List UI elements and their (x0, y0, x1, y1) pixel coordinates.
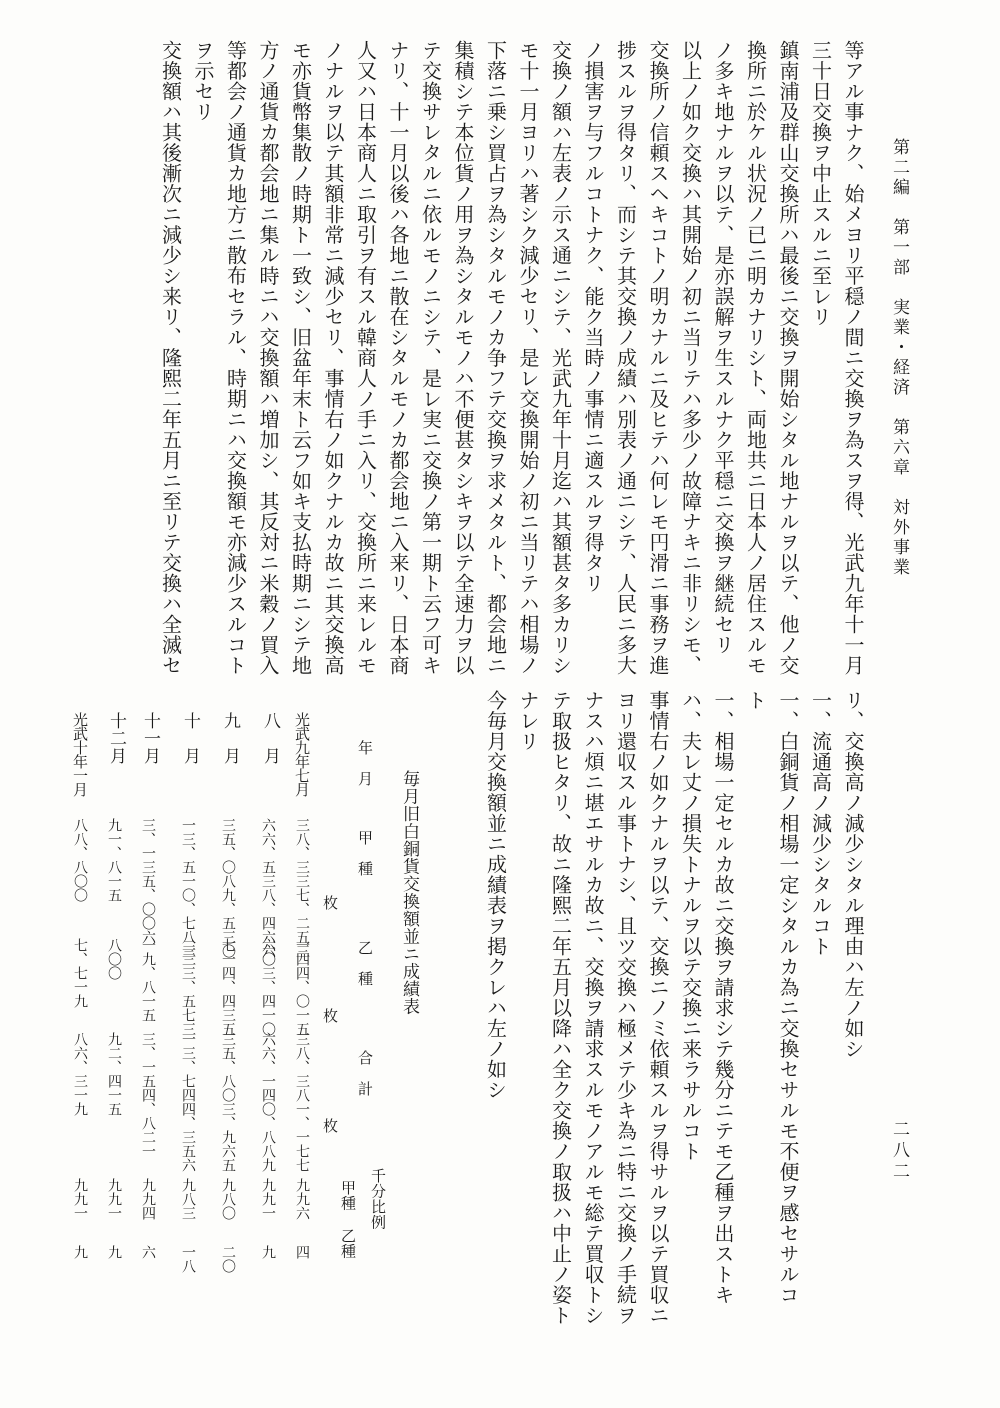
table-cell: 九九四 (140, 1178, 156, 1220)
table-cell: 九 (260, 1245, 276, 1259)
unit-mai-total: 枚 (321, 1118, 339, 1134)
text-column: モ十一月ヨリハ著シク減少セリ、是レ交換開始ノ初ニ当リテハ相場ノ (516, 40, 540, 676)
table-cell: 八〇〇 (106, 938, 122, 980)
unit-mai-a: 枚 (321, 895, 339, 911)
header-month: 年 月 (356, 740, 374, 787)
table-cell: 九九一 (106, 1178, 122, 1220)
text-column: ノ損害ヲ与フルコトナク、能ク当時ノ事情ニ適スルヲ得タリ (581, 40, 605, 594)
text-column: ナスハ煩ニ堪エサルカ故ニ、交換ヲ請求スルモノアルモ総テ買収トシ (581, 690, 605, 1326)
header-b: 乙 種 (356, 940, 374, 987)
text-column: 換所ニ於ケル状況ノ已ニ明カナリシト、両地共ニ日本人ノ居住スルモ (743, 40, 768, 676)
text-column: 等アル事ナク、始メヨリ平穏ノ間ニ交換ヲ為スヲ得、光武九年十一月 (841, 40, 865, 676)
text-column: ヲ示セリ (191, 40, 215, 122)
table-cell: 九九一 (72, 1178, 88, 1220)
text-column: 集積シテ本位貨ノ用ヲ為シタルモノハ不便甚タシキヲ以テ全速力ヲ以 (451, 40, 475, 676)
text-column: ハ、夫レ丈ノ損失トナルヲ以テ交換ニ来ラサルコト (678, 690, 703, 1162)
text-column: 事情右ノ如クナルヲ以テ、交換ニノミ依頼スルヲ得サルヲ以テ買収ニ (646, 690, 670, 1326)
table-cell: 一八 (180, 1245, 196, 1273)
page-number: 二八二 (889, 1120, 909, 1183)
table-cell: 一三、五一〇、七八三 (180, 818, 196, 958)
table-cell: 一九、八一五 (140, 938, 156, 1022)
header-total: 合 計 (356, 1050, 374, 1097)
table-cell: 八六、三一九 (72, 1032, 88, 1116)
table-cell: 九八〇 (220, 1178, 236, 1220)
unit-note: 千分比例 (369, 1168, 387, 1230)
header-ratio-a: 甲種 (339, 1180, 357, 1211)
text-column: リ、交換高ノ減少シタル理由ハ左ノ如シ (841, 690, 865, 1059)
header-a: 甲 種 (356, 830, 374, 877)
text-column: ヨリ還収スル事トナシ、且ツ交換ハ極メテ少キ為ニ特ニ交換ノ手続ヲ (613, 690, 638, 1326)
text-column: 下落ニ乗シ買占ヲ為シタルモノカ争フテ交換ヲ求メタルト、都会地ニ (483, 40, 508, 676)
text-column: 以上ノ如ク交換ハ其開始ノ初ニ当リテハ多少ノ故障ナキニ非リシモ、 (678, 40, 703, 676)
table-cell: 六六、五三八、四六六 (260, 818, 276, 958)
running-title: 第二編 第一部 実業・経済 第六章 対外事業 (889, 138, 909, 578)
table-cell: 二〇 (220, 1245, 236, 1273)
table-cell: 三五、八〇三、九六五 (220, 1032, 236, 1172)
text-column: 人又ハ日本商人ニ取引ヲ有スル韓商人ノ手ニ入リ、交換所ニ来レルモ (353, 40, 378, 676)
row-month: 十 月 (180, 712, 200, 765)
text-column: 捗スルヲ得タリ、而シテ其交換ノ成績ハ別表ノ通ニシテ、人民ニ多大 (613, 40, 638, 676)
table-cell: 九八三 (180, 1178, 196, 1220)
text-column: ノ多キ地ナルヲ以テ、是亦誤解ヲ生スルナク平穏ニ交換ヲ継続セリ (711, 40, 735, 655)
text-column: 方ノ通貨カ都会地ニ集ル時ニハ交換額ハ増加シ、其反対ニ米穀ノ買入 (256, 40, 280, 676)
text-column: 一、白銅貨ノ相場一定シタルカ為ニ交換セサルモ不便ヲ感セサルコ (776, 690, 800, 1305)
text-column: 交換額ハ其後漸次ニ減少シ来リ、隆熙二年五月ニ至リテ交換ハ全滅セ (158, 40, 183, 676)
text-column: 等都会ノ通貨カ地方ニ散布セラル、時期ニハ交換額モ亦減少スルコト (223, 40, 248, 676)
text-column: ノナルヲ以テ其額非常ニ減少セリ、事情右ノ如クナルカ故ニ其交換高 (321, 40, 345, 676)
table-cell: 九 (106, 1245, 122, 1259)
text-column: テ交換サレタルニ依ルモノニシテ、是レ実ニ交換ノ第一期ト云フ可キ (418, 40, 443, 676)
text-column: 今毎月交換額並ニ成績表ヲ掲クレハ左ノ如シ (483, 690, 508, 1100)
table-cell: 四 (294, 1245, 310, 1259)
row-month: 十一月 (140, 712, 160, 765)
text-column: 交換ノ額ハ左表ノ示ス通ニシテ、光武九年十月迄ハ其額甚タ多カリシ (548, 40, 573, 676)
table-cell: 九二、四一五 (106, 1032, 122, 1116)
text-column: ナリ、十一月以後ハ各地ニ散在シタルモノカ都会地ニ入来リ、日本商 (386, 40, 410, 676)
table-cell: 九九一 (260, 1178, 276, 1220)
table-cell: 六〇三、四一〇 (260, 938, 276, 1036)
row-month: 十二月 (106, 712, 126, 765)
table-cell: 一三、七四四、三五六 (180, 1032, 196, 1172)
table-cell: 七、七一九 (72, 938, 88, 1008)
text-column: 交換所ノ信頼スヘキコトノ明カナルニ及ヒテハ何レモ円滑ニ事務ヲ進 (646, 40, 670, 676)
table-cell: 六 (140, 1245, 156, 1259)
header-ratio-b: 乙種 (339, 1228, 357, 1259)
unit-mai-b: 枚 (321, 1008, 339, 1024)
table-cell: 九 (72, 1245, 88, 1259)
text-column: 一、相場一定セルカ故ニ交換ヲ請求シテ幾分ニテモ乙種ヲ出ストキ (711, 690, 735, 1305)
text-column: テ取扱ヒタリ、故ニ隆熙二年五月以降ハ全ク交換ノ取扱ハ中止ノ姿ト (548, 690, 573, 1326)
row-month: 八 月 (260, 712, 280, 765)
text-column: 鎮南浦及群山交換所ハ最後ニ交換ヲ開始シタル地ナルヲ以テ、他ノ交 (776, 40, 800, 676)
table-cell: 八八、八〇〇 (72, 818, 88, 902)
text-column: モ亦貨幣集散ノ時期ト一致シ、旧盆年末ト云フ如キ支払時期ニシテ地 (288, 40, 313, 676)
text-column: 三十日交換ヲ中止スルニ至レリ (808, 40, 833, 327)
table-cell: 九九六 (294, 1178, 310, 1220)
text-column: 一、流通高ノ減少シタルコト (808, 690, 833, 957)
table-cell: 三八、三三七、二五三 (294, 818, 310, 958)
table-cell: 二三三、五七三 (180, 938, 196, 1036)
row-month: 九 月 (220, 712, 240, 765)
table-cell: 三、一三五、〇〇六 (140, 818, 156, 944)
table-cell: 三八、三八一、一七七 (294, 1032, 310, 1172)
table-cell: 九一、八一五 (106, 818, 122, 902)
table-cell: 三、一五四、八二一 (140, 1032, 156, 1158)
table-cell: 六六、一四〇、八八九 (260, 1032, 276, 1172)
text-column: ト (743, 690, 768, 711)
text-column: ナレリ (516, 690, 540, 752)
table-cell: 七一四、四三五 (220, 938, 236, 1036)
table-cell: 三五、〇八九、五三〇 (220, 818, 236, 958)
table-cell: 一四四、〇一五 (294, 938, 310, 1036)
table-title: 毎月旧白銅貨交換額並ニ成績表 (399, 770, 419, 1015)
row-month: 光武十年一月 (71, 712, 89, 796)
row-month: 光武九年七月 (293, 712, 311, 796)
